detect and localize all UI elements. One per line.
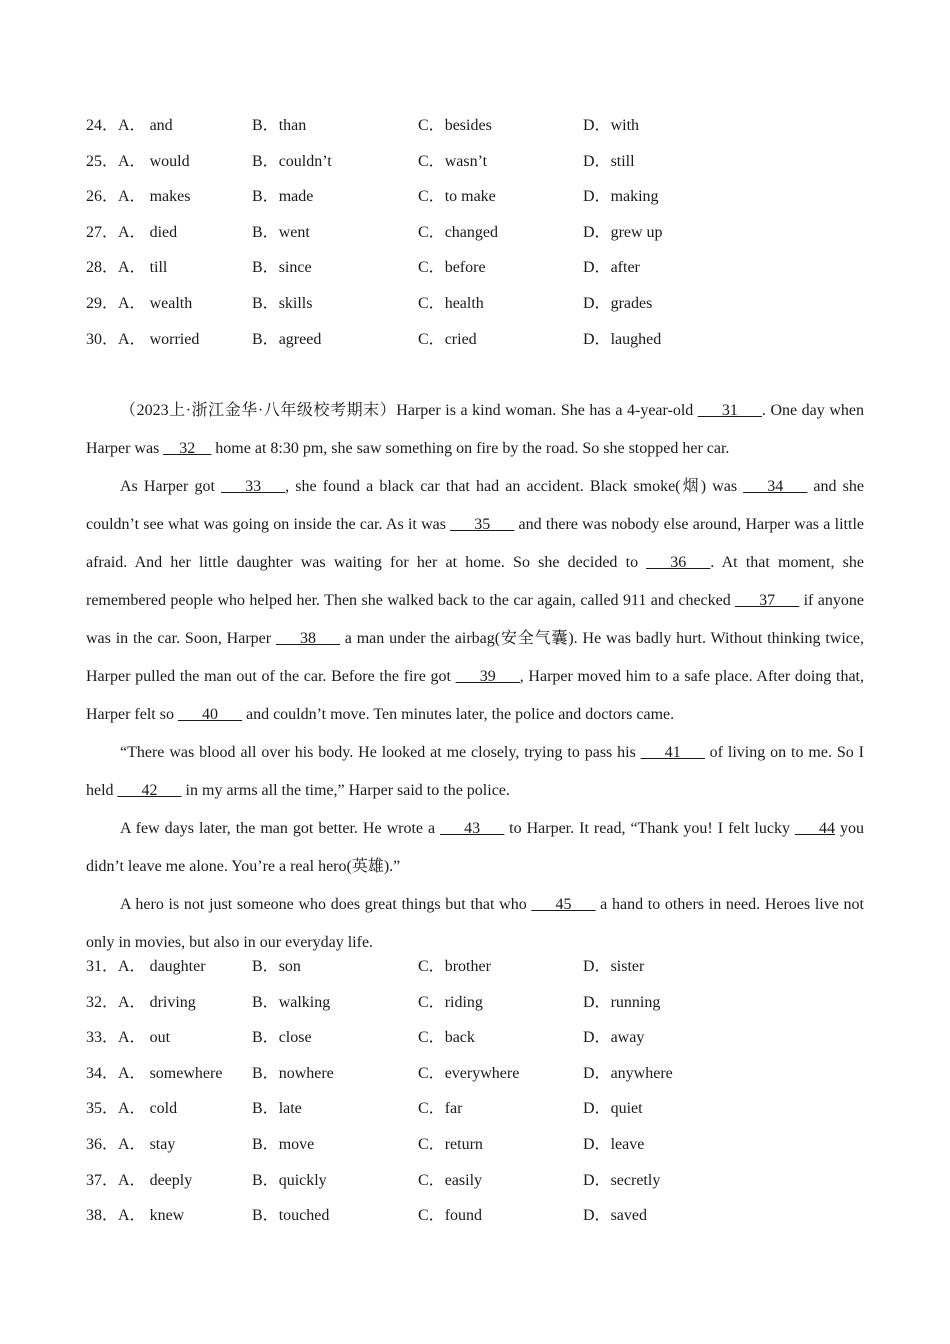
option-c: C．everywhere (418, 1064, 520, 1082)
option-b: B．move (252, 1135, 315, 1153)
blank-37: ___37___ (735, 592, 800, 609)
option-d: D．after (583, 259, 640, 277)
option-b: B．nowhere (252, 1064, 334, 1082)
question-row (86, 1198, 876, 1234)
option-a: 30．A． worried (86, 330, 200, 348)
question-row (86, 108, 876, 144)
option-b: B．touched (252, 1207, 330, 1225)
option-d: D．still (583, 152, 635, 170)
option-b: B．walking (252, 993, 331, 1011)
option-c: C．easily (418, 1171, 483, 1189)
option-c: C．before (418, 259, 486, 277)
option-b: B．skills (252, 294, 313, 312)
option-a: 26．A． makes (86, 188, 191, 206)
option-d: D．quiet (583, 1100, 643, 1118)
question-row (86, 985, 876, 1021)
option-a: 34．A． somewhere (86, 1064, 223, 1082)
source-label: （2023上·浙江金华·八年级校考期末） (120, 402, 397, 419)
blank-34: ___34___ (743, 478, 808, 495)
option-c: C．wasn’t (418, 152, 488, 170)
question-row (86, 1020, 876, 1056)
option-b: B．since (252, 259, 312, 277)
question-row (86, 250, 876, 286)
option-c: C．cried (418, 330, 477, 348)
option-a: 31．A． daughter (86, 958, 206, 975)
option-c: C．health (418, 294, 484, 312)
option-c: C．far (418, 1100, 463, 1118)
question-row (86, 215, 876, 251)
question-row (86, 322, 876, 358)
question-row (86, 179, 876, 215)
option-b: B．late (252, 1100, 302, 1118)
option-a: 33．A． out (86, 1029, 171, 1047)
option-c: C．besides (418, 117, 492, 134)
option-c: C．to make (418, 188, 496, 206)
option-c: C．found (418, 1207, 483, 1225)
blank-45: ___45___ (531, 896, 596, 913)
option-b: B．agreed (252, 330, 322, 348)
blank-38: ___38___ (275, 630, 340, 647)
option-d: D．anywhere (583, 1064, 673, 1082)
option-a: 35．A． cold (86, 1100, 178, 1118)
blank-43: ___43___ (440, 820, 505, 837)
option-b: B．quickly (252, 1171, 327, 1189)
option-b: B．made (252, 188, 314, 206)
blank-42: ___42___ (117, 782, 182, 799)
option-c: C．brother (418, 958, 491, 975)
option-d: D．sister (583, 958, 645, 975)
question-row (86, 949, 876, 985)
passage-paragraph-4: A few days later, the man got better. He wrote a ___43___ to Harper. It read, “Thank you! I felt lucky ___44 you didn’t leave me alone. You’re a real hero(英雄).” (86, 820, 865, 875)
option-c: C．riding (418, 993, 483, 1011)
passage-paragraph-1: （2023上·浙江金华·八年级校考期末）Harper is a kind woman. She has a 4-year-old ___31___. One day when Harper was __32__ home at 8:30 pm, she saw something on fire by the road. So she stopped her car. (86, 402, 864, 457)
blank-35: ___35___ (450, 516, 515, 533)
passage-paragraph-5: A hero is not just someone who does great things but that who ___45___ a hand to others in need. Heroes live not only in movies, but also in our everyday life. (86, 896, 864, 951)
option-d: D．saved (583, 1207, 647, 1225)
question-row (86, 144, 876, 180)
option-b: B．went (252, 223, 310, 241)
option-b: B．son (252, 958, 301, 975)
blank-36: ___36___ (646, 554, 711, 571)
option-a: 27．A． died (86, 223, 178, 241)
question-row (86, 286, 876, 322)
option-b: B．close (252, 1029, 312, 1047)
option-d: D．laughed (583, 330, 662, 348)
option-c: C．back (418, 1029, 475, 1047)
option-a: 36．A． stay (86, 1135, 176, 1153)
option-d: D．making (583, 188, 659, 206)
option-a: 37．A． deeply (86, 1171, 193, 1189)
passage-paragraph-2: As Harper got ___33___, she found a black car that had an accident. Black smoke(烟) was ___34___ and she couldn’t see what was going on inside the car. As it was ___35___ and there was nobody else around, Harper was a little afraid. And her little daughter was waiting for her at home. So she decided to ___36___. At that moment, she remembered people who helped her. Then she walked back to the car again, called 911 and checked ___37___ if anyone was in the car. Soon, Harper ___38___ a man under the airbag(安全气囊). He was badly hurt. Without thinking twice, Harper pulled the man out of the car. Before the fire got ___39___, Harper moved him to a safe place. After doing that, Harper felt so ___40___ and couldn’t move. Ten minutes later, the police and doctors came. (86, 478, 865, 723)
question-row (86, 1127, 876, 1163)
option-d: D．with (583, 117, 640, 134)
option-a: 32．A． driving (86, 993, 196, 1011)
option-a: 24．A． and (86, 117, 173, 134)
blank-32: __32__ (163, 440, 212, 457)
blank-31: ___31___ (697, 402, 762, 419)
cloze-passage (86, 392, 864, 962)
option-a: 29．A． wealth (86, 294, 193, 312)
option-d: D．grades (583, 294, 653, 312)
option-c: C．return (418, 1135, 483, 1153)
question-row (86, 1163, 876, 1199)
option-d: D．running (583, 993, 661, 1011)
option-c: C．changed (418, 223, 498, 241)
option-d: D．away (583, 1029, 645, 1047)
question-row (86, 1056, 876, 1092)
passage-paragraph-3: “There was blood all over his body. He looked at me closely, trying to pass his ___41___ of living on to me. So I held ___42___ in my arms all the time,” Harper said to the police. (86, 744, 864, 799)
option-d: D．secretly (583, 1171, 661, 1189)
option-b: B．couldn’t (252, 152, 332, 170)
option-b: B．than (252, 117, 307, 134)
blank-33: ___33___ (221, 478, 286, 495)
option-a: 38．A． knew (86, 1207, 185, 1225)
options-group-31-38 (86, 949, 876, 1234)
option-a: 28．A． till (86, 259, 168, 277)
options-group-24-30 (86, 108, 876, 357)
blank-41: ___41___ (640, 744, 705, 761)
blank-40: ___40___ (177, 706, 242, 723)
blank-39: ___39___ (455, 668, 520, 685)
option-a: 25．A． would (86, 152, 190, 170)
question-row (86, 1091, 876, 1127)
option-d: D．leave (583, 1135, 645, 1153)
blank-44: ___44 (795, 820, 835, 837)
option-d: D．grew up (583, 223, 663, 241)
